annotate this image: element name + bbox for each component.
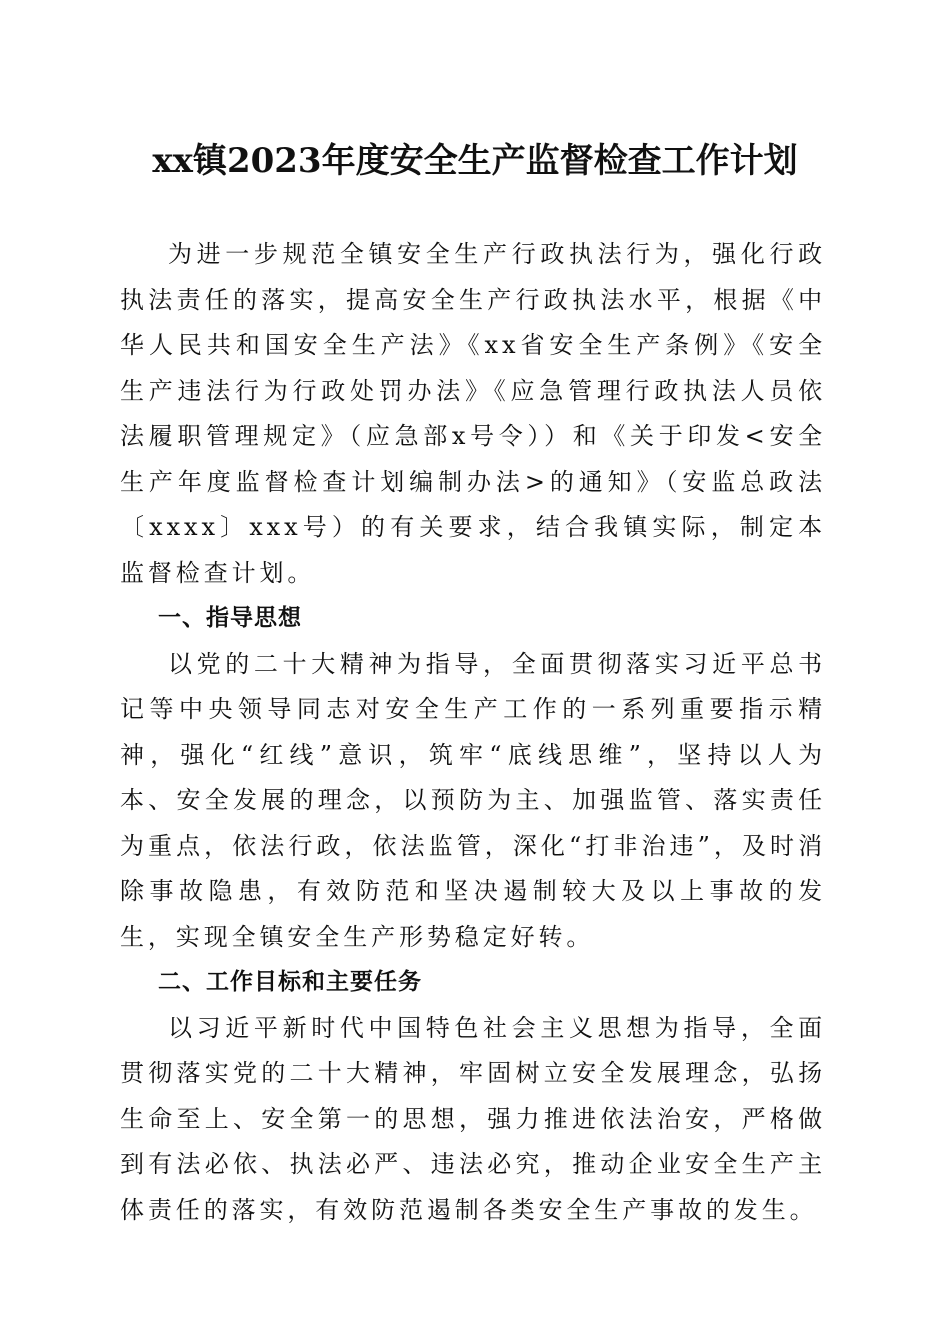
document-title: xx镇2023年度安全生产监督检查工作计划 (152, 141, 798, 181)
section-heading-goals-tasks: 二、工作目标和主要任务 (158, 969, 422, 995)
document-body (120, 232, 826, 1233)
intro-paragraph: 为进一步规范全镇安全生产行政执法行为，强化行政执法责任的落实，提高安全生产行政执法水平，根据《中华人民共和国安全生产法》《xx省安全生产条例》《安全生产违法行为行政处罚办法》《应急管理行政执法人员依法履职管理规定》（应急部x号令））和《关于印发<安全生产年度监督检查计划编制办法>的通知》（安监总政法〔xxxx〕xxx号）的有关要求，结合我镇实际，制定本监督检查计划。 (120, 240, 826, 587)
guiding-thought-paragraph: 以党的二十大精神为指导，全面贯彻落实习近平总书记等中央领导同志对安全生产工作的一系列重要指示精神，强化“红线”意识，筑牢“底线思维”，坚持以人为本、安全发展的理念，以预防为主、加强监管、落实责任为重点，依法行政，依法监管，深化“打非治违”，及时消除事故隐患，有效防范和坚决遏制较大及以上事故的发生，实现全镇安全生产形势稳定好转。 (120, 649, 826, 951)
section-heading-guiding-thought: 一、指导思想 (158, 605, 302, 631)
goals-tasks-paragraph: 以习近平新时代中国特色社会主义思想为指导，全面贯彻落实党的二十大精神，牢固树立安全发展理念，弘扬生命至上、安全第一的思想，强力推进依法治安，严格做到有法必依、执法必严、违法必究，推动企业安全生产主体责任的落实，有效防范遏制各类安全生产事故的发生。 (120, 1013, 826, 1224)
